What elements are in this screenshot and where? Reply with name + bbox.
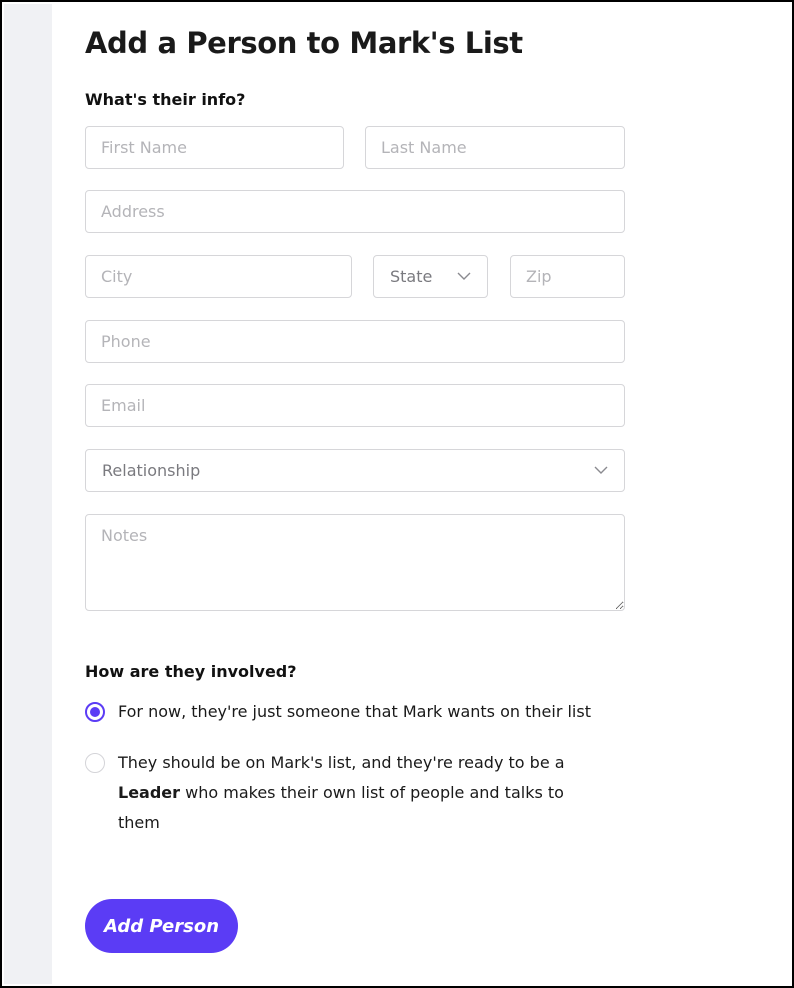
involvement-option-label [118,748,604,838]
leader-keyword: Leader [118,783,181,802]
first-name-input[interactable] [85,126,344,169]
last-name-input[interactable] [365,126,625,169]
city-input[interactable] [85,255,352,298]
state-select-value: State [390,267,433,286]
phone-input[interactable] [85,320,625,363]
page-title: Add a Person to Mark's List [85,26,523,60]
involvement-section-heading: How are they involved? [85,662,297,681]
relationship-select-value: Relationship [102,461,201,480]
involvement-option-leader[interactable] [85,748,605,838]
chevron-down-icon [457,272,471,281]
radio-dot [90,707,100,717]
zip-input[interactable] [510,255,625,298]
leader-option-text-after: who makes their own list of people and talks to them [118,783,564,832]
relationship-select[interactable] [85,449,625,492]
radio-button-checked[interactable] [85,702,105,722]
chevron-down-icon [594,466,608,475]
involvement-option-list-member[interactable] [85,697,625,727]
add-person-button[interactable]: Add Person [85,899,238,953]
state-select[interactable] [373,255,488,298]
address-input[interactable] [85,190,625,233]
left-sidebar-rail [4,4,52,984]
involvement-option-label: For now, they're just someone that Mark wants on their list [118,702,591,721]
radio-button-unchecked[interactable] [85,753,105,773]
leader-option-text-before: They should be on Mark's list, and they're ready to be a [118,753,565,772]
email-input[interactable] [85,384,625,427]
notes-textarea[interactable] [85,514,625,611]
info-section-heading: What's their info? [85,90,246,109]
